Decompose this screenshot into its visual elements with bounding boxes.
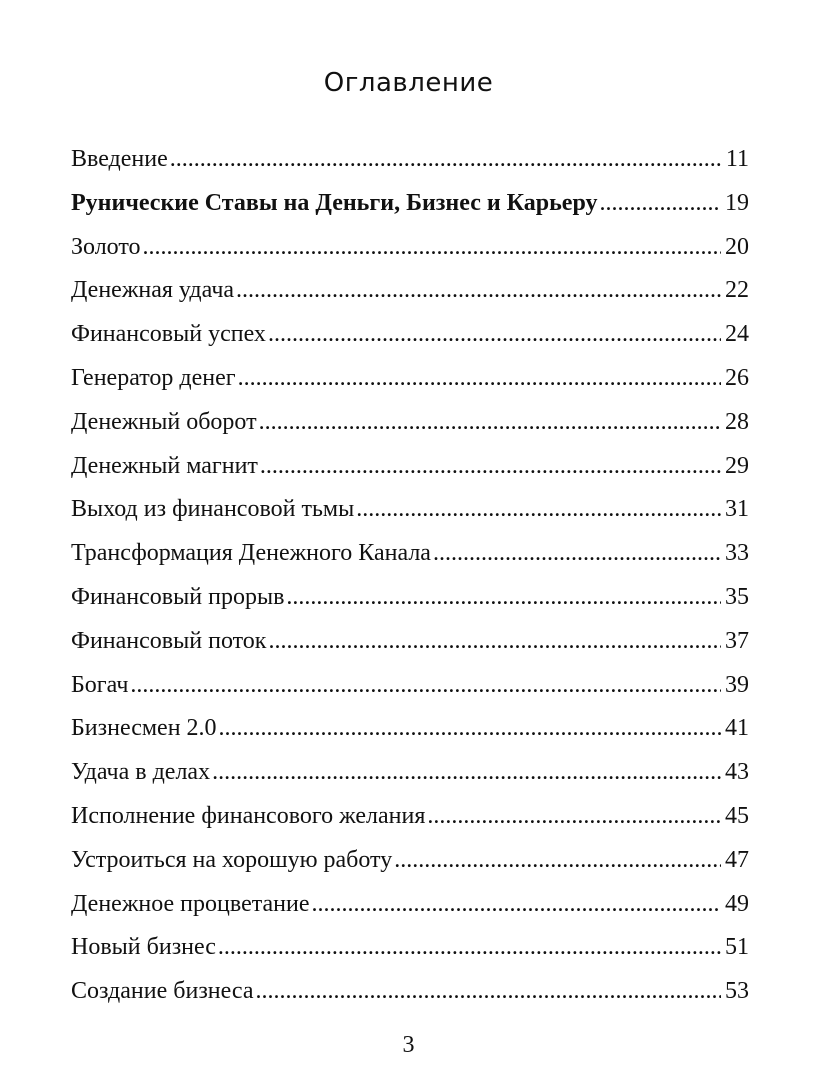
toc-entry-page: 22	[725, 277, 749, 304]
toc-entry[interactable]	[71, 620, 749, 664]
toc-entry-page: 33	[725, 540, 749, 567]
toc-entry-page: 24	[725, 321, 749, 348]
toc-entry[interactable]	[71, 445, 749, 489]
toc-entry[interactable]	[71, 751, 749, 795]
toc-entry[interactable]	[71, 226, 749, 270]
toc-leader-dots	[236, 269, 721, 313]
toc-entry-page: 51	[725, 934, 749, 961]
toc-entry-label: Финансовый успех	[71, 321, 266, 348]
toc-entry[interactable]	[71, 576, 749, 620]
toc-leader-dots	[218, 926, 721, 970]
toc-entry-page: 39	[725, 671, 749, 698]
toc-entry-page: 45	[725, 802, 749, 829]
toc-entry-label: Золото	[71, 233, 141, 260]
toc-leader-dots	[130, 664, 721, 708]
toc-entry-page: 26	[725, 364, 749, 391]
toc-leader-dots	[356, 488, 721, 532]
toc-entry-page: 19	[725, 189, 749, 216]
toc-entry[interactable]	[71, 488, 749, 532]
toc-entry[interactable]	[71, 664, 749, 708]
toc-entry-label: Финансовый поток	[71, 627, 267, 654]
toc-entry-page: 35	[725, 583, 749, 610]
toc-entry[interactable]	[71, 839, 749, 883]
toc-entry-page: 20	[725, 233, 749, 260]
toc-leader-dots	[143, 226, 721, 270]
toc-entry-page: 11	[725, 146, 749, 172]
toc-entry-label: Генератор денег	[71, 364, 236, 391]
toc-entry-page: 53	[725, 978, 749, 1005]
toc-leader-dots	[394, 839, 721, 883]
toc-entry-label: Новый бизнес	[71, 934, 216, 961]
toc-entry-label: Денежный магнит	[71, 452, 258, 479]
toc-leader-dots	[219, 707, 721, 751]
toc-leader-dots	[433, 532, 721, 576]
toc-entry-page: 49	[725, 890, 749, 917]
toc-leader-dots	[238, 357, 721, 401]
toc-entry-page: 28	[725, 408, 749, 435]
toc-entry-label: Рунические Ставы на Деньги, Бизнес и Карьеру	[71, 189, 598, 216]
toc-entry-label: Выход из финансовой тьмы	[71, 496, 355, 523]
toc-entry-label: Устроиться на хорошую работу	[71, 846, 393, 873]
toc-leader-dots	[427, 795, 721, 839]
toc-leader-dots	[212, 751, 721, 795]
toc-entry[interactable]	[71, 926, 749, 970]
toc-entry-page: 41	[725, 715, 749, 742]
toc-entry-page: 37	[725, 627, 749, 654]
toc-entry-page: 43	[725, 759, 749, 786]
toc-entry-section[interactable]	[71, 182, 749, 226]
toc-list	[71, 138, 749, 1014]
toc-entry-page: 31	[725, 496, 749, 523]
toc-leader-dots	[170, 138, 722, 182]
toc-entry-label: Денежная удача	[71, 277, 235, 304]
toc-leader-dots	[600, 182, 722, 226]
toc-heading: Оглавление	[323, 68, 494, 98]
toc-entry[interactable]	[71, 401, 749, 445]
toc-entry[interactable]	[71, 795, 749, 839]
toc-entry-label: Финансовый прорыв	[71, 583, 285, 610]
toc-leader-dots	[259, 401, 721, 445]
toc-entry-label: Трансформация Денежного Канала	[71, 540, 431, 567]
toc-entry[interactable]	[71, 883, 749, 927]
toc-entry[interactable]	[71, 269, 749, 313]
toc-entry-label: Удача в делах	[71, 759, 211, 786]
toc-entry[interactable]	[71, 357, 749, 401]
toc-entry-label: Богач	[71, 671, 129, 698]
toc-leader-dots	[312, 883, 722, 927]
toc-leader-dots	[268, 313, 721, 357]
toc-leader-dots	[260, 445, 721, 489]
toc-entry[interactable]	[71, 970, 749, 1014]
toc-entry[interactable]	[71, 532, 749, 576]
toc-leader-dots	[268, 620, 721, 664]
toc-entry-label: Исполнение финансового желания	[71, 802, 426, 829]
page-number: 3	[402, 1032, 415, 1058]
toc-entry-page: 29	[725, 452, 749, 479]
toc-entry[interactable]	[71, 707, 749, 751]
toc-entry[interactable]	[71, 313, 749, 357]
toc-entry-label: Денежное процветание	[71, 890, 310, 917]
toc-entry-label: Создание бизнеса	[71, 978, 254, 1005]
toc-leader-dots	[255, 970, 721, 1014]
toc-entry-label: Бизнесмен 2.0	[71, 715, 217, 742]
toc-entry-page: 47	[725, 846, 749, 873]
toc-entry-label: Денежный оборот	[71, 408, 257, 435]
toc-leader-dots	[286, 576, 721, 620]
toc-entry[interactable]	[71, 138, 749, 182]
toc-entry-label: Введение	[71, 146, 168, 172]
